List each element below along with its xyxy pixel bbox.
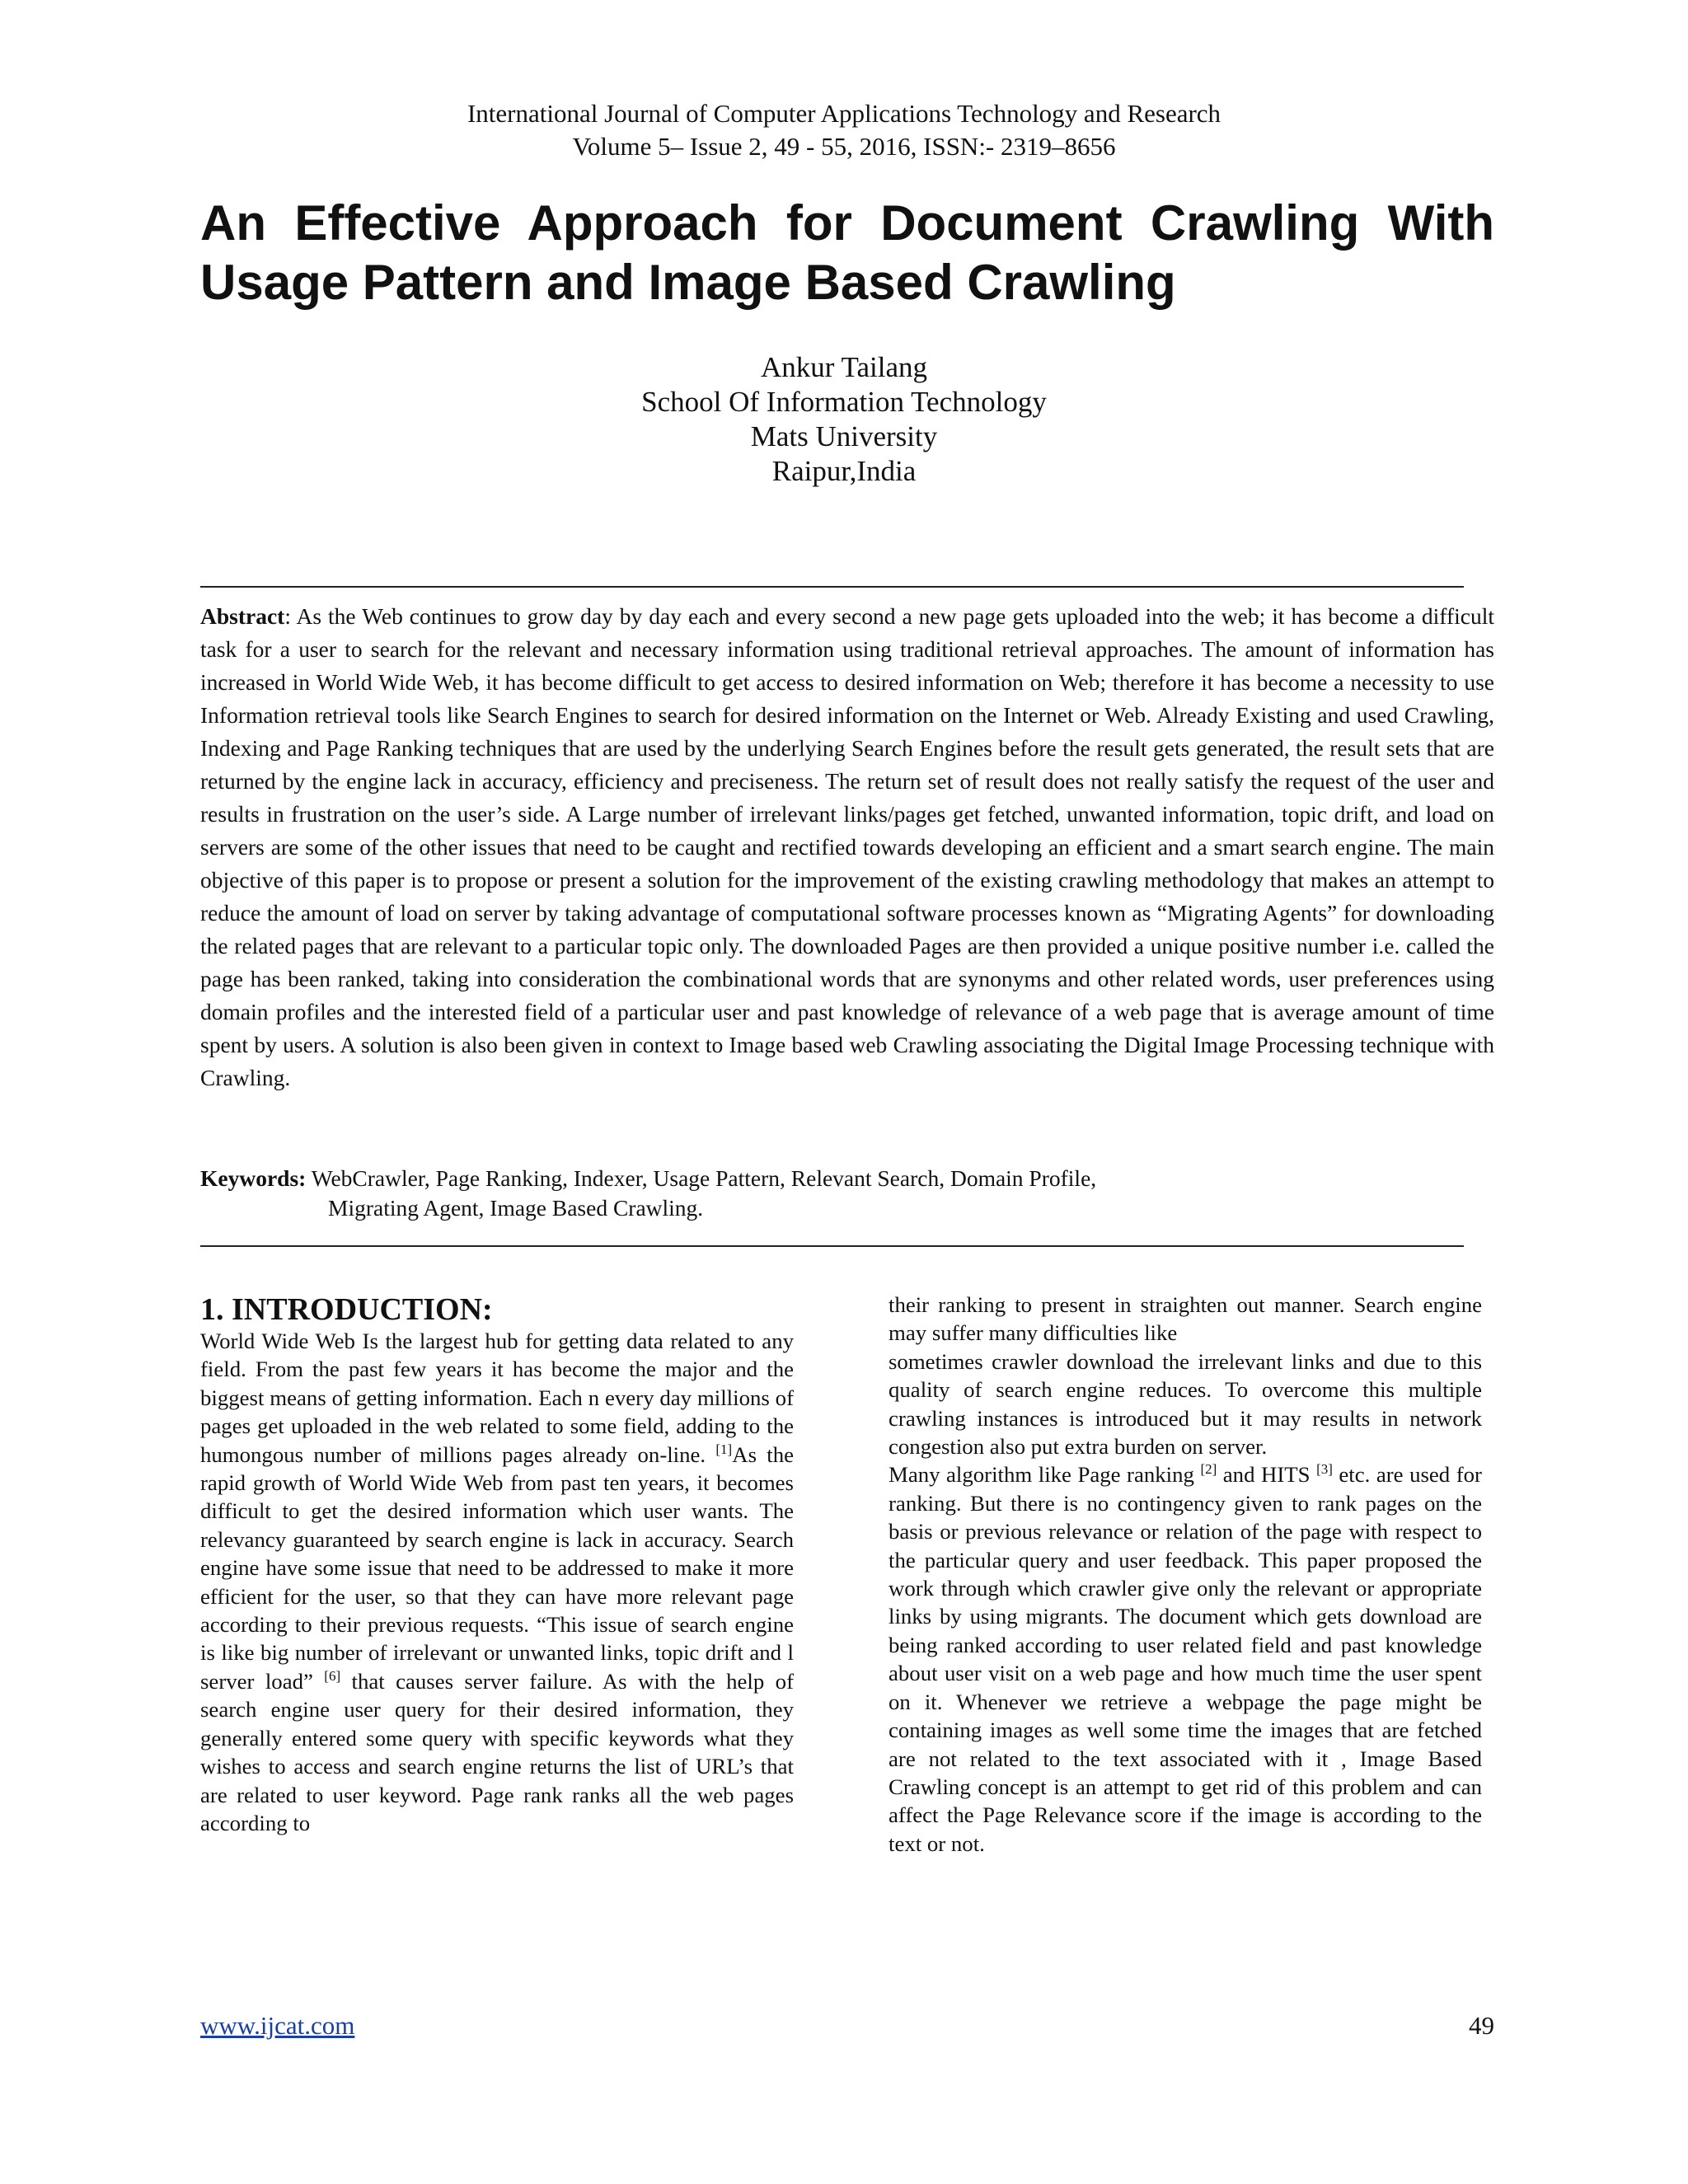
abstract-text: : As the Web continues to grow day by day each and every second a new page gets uploaded into the web; it has become a difficult task for a user to search for the relevant and necessary information using traditional retrieval approaches. The amount of information has increased in World Wide Web, it has become difficult to get access to desired information on Web; therefore it has become a necessity to use Information retrieval tools like Search Engines to search for desired information on the Internet or Web. Already Existing and used Crawling, Indexing and Page Ranking techniques that are used by the underlying Search Engines before the result gets generated, the result sets that are returned by the engine lack in accuracy, efficiency and preciseness. The return set of result does not really satisfy the request of the user and results in frustration on the user’s side. A Large number of irrelevant links/pages get fetched, unwanted information, topic drift, and load on servers are some of the other issues that need to be caught and rectified towards developing an efficient and a smart search engine. The main objective of this paper is to propose or present a solution for the improvement of the existing crawling methodology that makes an attempt to reduce the amount of load on server by taking advantage of computational software processes known as “Migrating Agents” for downloading the related pages that are relevant to a particular topic only. The downloaded Pages are then provided a unique positive number i.e. called the page has been ranked, taking into consideration the combinational words that are synonyms and other related words, user preferences using domain profiles and the interested field of a particular user and past knowledge of relevance of a web page that is average amount of time spent by users. A solution is also been given in context to Image based web Crawling associating the Digital Image Processing technique with Crawling. <box>200 603 1494 1090</box>
keywords-line2: Migrating Agent, Image Based Crawling. <box>328 1195 704 1221</box>
author-block <box>0 350 1688 489</box>
top-divider <box>200 586 1464 588</box>
citation-ref: [6] <box>324 1667 341 1684</box>
intro-column-left <box>200 1327 794 1837</box>
section-heading-introduction: 1. INTRODUCTION: <box>200 1292 493 1327</box>
journal-website-link[interactable]: www.ijcat.com <box>200 2011 355 2040</box>
author-university: Mats University <box>750 420 938 452</box>
keywords-line1: WebCrawler, Page Ranking, Indexer, Usage Pattern, Relevant Search, Domain Profile, <box>306 1165 1097 1191</box>
paper-title: An Effective Approach for Document Crawling With Usage Pattern and Image Based Crawling <box>200 195 1494 310</box>
author-school: School Of Information Technology <box>641 386 1047 418</box>
keywords <box>200 1164 1494 1223</box>
journal-name: International Journal of Computer Applications Technology and Research <box>467 99 1221 128</box>
intro-text: and HITS <box>1217 1462 1317 1488</box>
bottom-divider <box>200 1245 1464 1247</box>
citation-ref: [1] <box>715 1441 733 1457</box>
author-name: Ankur Tailang <box>760 351 927 383</box>
intro-text: As the rapid growth of World Wide Web from past ten years, it becomes difficult to get the desired information which user wants. The relevancy guaranteed by search engine is lack in accuracy. Search engine have some issue that need to be addressed to make it more efficient for the user, so that they can have more relevant page according to their previous requests. “This issue of search engine is like big number of irrelevant or unwanted links, topic drift and l server load” <box>200 1441 794 1694</box>
intro-text: their ranking to present in straighten out manner. Search engine may suffer many difficulties like <box>889 1292 1482 1346</box>
intro-text: sometimes crawler download the irrelevant links and due to this quality of search engine reduces. To overcome this multiple crawling instances is introduced but it may results in network congestion also put extra burden on server. <box>889 1348 1482 1460</box>
page-footer <box>200 2011 1494 2041</box>
author-location: Raipur,India <box>771 455 917 487</box>
journal-header <box>0 97 1688 163</box>
citation-ref: [3] <box>1316 1461 1333 1478</box>
citation-ref: [2] <box>1200 1461 1217 1478</box>
intro-text: Many algorithm like Page ranking <box>889 1462 1201 1488</box>
keywords-label: Keywords: <box>200 1165 307 1191</box>
intro-text: that causes server failure. As with the help of search engine user query for their desired information, they generally entered some query with specific keywords what they wishes to access and search engine returns the list of URL’s that are related to user keyword. Page rank ranks all the web pages according to <box>200 1668 794 1835</box>
intro-column-right <box>889 1291 1482 1858</box>
abstract-label: Abstract <box>200 603 285 629</box>
page-number: 49 <box>1469 2011 1494 2040</box>
intro-text: World Wide Web Is the largest hub for getting data related to any field. From the past few years it has become the major and the biggest means of getting information. Each n every day millions of pages get uploaded in the web related to some field, adding to the humongous number of millions pages already on-line. <box>200 1329 794 1467</box>
journal-volume: Volume 5– Issue 2, 49 - 55, 2016, ISSN:- 2319–8656 <box>572 132 1116 161</box>
intro-text: etc. are used for ranking. But there is no contingency given to rank pages on the basis or previous relevance or relation of the page with respect to the particular query and user feedback. This paper proposed the work through which crawler give only the relevant or appropriate links by using migrants. The document which gets download are being ranked according to user related field and past knowledge about user visit on a web page and how much time the user spent on it. Whenever we retrieve a webpage the page might be containing images as well some time the images that are fetched are not related to the text associated with it , Image Based Crawling concept is an attempt to get rid of this problem and can affect the Page Relevance score if the image is according to the text or not. <box>889 1462 1482 1856</box>
abstract <box>200 600 1494 1094</box>
